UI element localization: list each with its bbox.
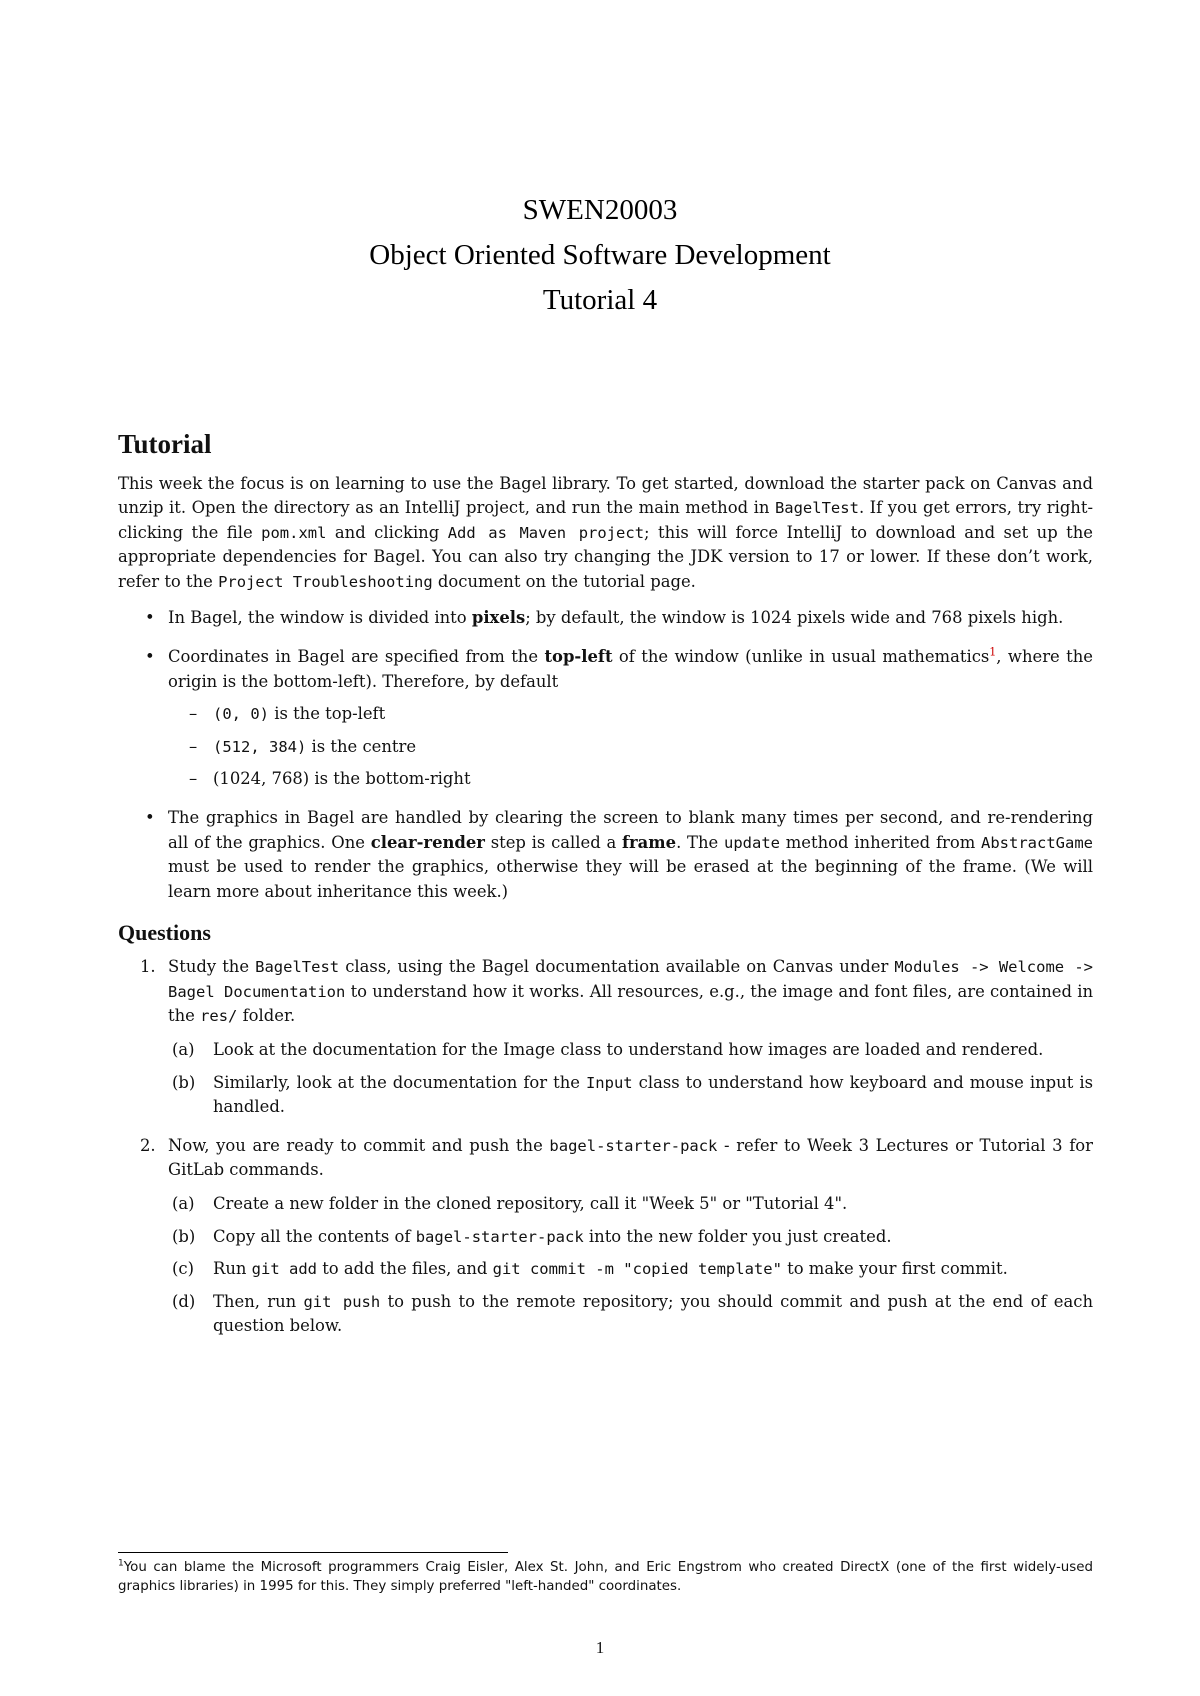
subitem-text: Look at the documentation for the — [213, 1040, 504, 1060]
subitem-text: into the new folder you just created. — [583, 1226, 892, 1246]
question-text: to understand how it works. All resources, e.g., the image and font files, are contained in the — [168, 981, 1093, 1025]
code-modules-path: Modules -> Welcome -> Bagel Documentation — [168, 958, 1094, 1001]
question-1a — [168, 1038, 1093, 1062]
bullet-text: step is called a — [484, 832, 622, 852]
bullet-text: . The — [676, 832, 724, 852]
code-bagel-starter-pack: bagel-starter-pack — [415, 1227, 584, 1246]
coordinate-desc: is the bottom-right — [309, 769, 471, 789]
bullet-text: of the window (unlike in usual mathematics — [612, 647, 990, 667]
code-add-maven: Add as Maven project — [447, 523, 645, 542]
subitem-text: Run — [213, 1259, 252, 1279]
bullet-item-coordinates — [118, 645, 1093, 791]
subitem-label: (b) — [172, 1226, 196, 1246]
class-image: Image — [503, 1040, 556, 1060]
subitem-text: Copy all the contents of — [213, 1226, 416, 1246]
course-code: SWEN20003 — [522, 194, 678, 226]
subitem-centre — [168, 735, 1093, 759]
bold-clear-render: clear-render — [370, 832, 485, 852]
bullet-text: ; by default, the window is 1024 pixels wide and 768 pixels high. — [525, 608, 1064, 628]
coordinate-sublist — [168, 702, 1093, 791]
subitem-top-left — [168, 702, 1093, 726]
code-bageltest: BagelTest — [255, 958, 340, 977]
questions-heading: Questions — [118, 920, 211, 946]
question-2d — [168, 1290, 1093, 1339]
question-number: 2. — [140, 1135, 156, 1155]
intro-paragraph — [118, 472, 1093, 594]
coordinate-code: (512, 384) — [213, 737, 307, 756]
bullet-icon: • — [145, 808, 155, 828]
title-block — [0, 188, 1200, 323]
intro-text: and clicking — [326, 522, 448, 542]
question-text: Study the — [168, 957, 256, 977]
code-project-troubleshooting: Project Troubleshooting — [218, 572, 433, 591]
question-1 — [118, 955, 1093, 1119]
subitem-label: (c) — [172, 1259, 194, 1279]
subitem-text: to push to the remote repository; you should commit and push at the end of each question below. — [213, 1291, 1094, 1335]
bullet-icon: • — [145, 608, 155, 628]
question-text: class, using the Bagel documentation available on Canvas under — [339, 957, 895, 977]
question-number: 1. — [140, 957, 156, 977]
question-text: - refer to Week 3 Lectures or Tutorial 3 for GitLab commands. — [168, 1135, 1093, 1179]
question-2b — [168, 1225, 1093, 1249]
subitem-label: (d) — [172, 1291, 196, 1311]
tutorial-bullet-list — [118, 606, 1093, 904]
bullet-text: , where the origin is the bottom-left). Therefore, by default — [168, 647, 1094, 691]
dash-icon: – — [189, 736, 198, 756]
bullet-item-pixels — [118, 606, 1093, 630]
subitem-label: (a) — [172, 1040, 195, 1060]
bullet-text: method inherited from — [780, 832, 982, 852]
code-input: Input — [585, 1073, 633, 1092]
dash-icon: – — [189, 704, 198, 724]
code-abstractgame: AbstractGame — [981, 833, 1093, 852]
subitem-label: (b) — [172, 1072, 196, 1092]
footnote-reference[interactable]: 1 — [989, 645, 997, 659]
questions-list — [118, 955, 1093, 1338]
intro-text: This week the focus is on learning to use the Bagel library. To get started, download the starter pack on Canvas and unzip it. Open the directory as an IntelliJ project, and run the main method in — [118, 474, 1093, 518]
bullet-text: In Bagel, the window is divided into — [168, 608, 472, 628]
code-bageltest: BagelTest — [774, 499, 859, 518]
question-text: folder. — [237, 1005, 296, 1025]
subitem-bottom-right — [168, 767, 1093, 791]
code-git-push: git push — [303, 1292, 381, 1311]
subitem-text: to make your first commit. — [781, 1259, 1008, 1279]
question-2-subitems — [168, 1192, 1093, 1338]
intro-text: . If you get errors, try right-clicking the file — [118, 498, 1093, 542]
footnote-text: You can blame the Microsoft programmers Craig Eisler, Alex St. John, and Eric Engstrom who created DirectX (one of the first widely-used graphics libraries) in 1995 for this. They simply preferred "left-handed" coordinates. — [118, 1560, 1093, 1594]
question-1b — [168, 1071, 1093, 1120]
footnote-rule — [118, 1552, 508, 1553]
question-text: Now, you are ready to commit and push the — [168, 1135, 550, 1155]
intro-text: ; this will force IntelliJ to download and set up the appropriate dependencies for Bagel. You can also try changing the JDK version to 17 or lower. If these don’t work, refer to the — [118, 522, 1093, 591]
code-git-add: git add — [251, 1260, 317, 1279]
code-bagel-starter-pack: bagel-starter-pack — [549, 1136, 718, 1155]
question-2 — [118, 1134, 1093, 1339]
subitem-text: Then, run — [213, 1291, 304, 1311]
bold-pixels: pixels — [471, 608, 526, 628]
coordinate-code: (0, 0) — [213, 705, 269, 724]
footnote-mark: 1 — [118, 1558, 124, 1569]
subitem-text: class to understand how images are loaded and rendered. — [555, 1040, 1044, 1060]
bold-top-left: top-left — [544, 647, 613, 667]
bullet-item-graphics — [118, 806, 1093, 904]
tutorial-heading: Tutorial — [118, 429, 212, 459]
bold-frame: frame — [622, 832, 677, 852]
subitem-text: class to understand how keyboard and mouse input is handled. — [213, 1072, 1093, 1117]
bullet-text: The graphics in Bagel are handled by clearing the screen to blank many times per second, and re-rendering all of the graphics. One — [168, 808, 1093, 852]
coordinate-code: (1024, 768) — [213, 769, 310, 789]
question-2a — [168, 1192, 1093, 1216]
code-pom-xml: pom.xml — [261, 523, 327, 542]
footnote — [118, 1558, 1093, 1596]
coordinate-desc: is the centre — [306, 736, 417, 756]
subitem-label: (a) — [172, 1194, 195, 1214]
coordinate-desc: is the top-left — [269, 704, 386, 724]
bullet-icon: • — [145, 647, 155, 667]
tutorial-title: Tutorial 4 — [542, 284, 658, 316]
intro-text: document on the tutorial page. — [432, 571, 696, 591]
dash-icon: – — [189, 769, 198, 789]
bullet-text: must be used to render the graphics, otherwise they will be erased at the beginning of the frame. (We will learn more about inheritance this week.) — [168, 857, 1093, 901]
question-1-subitems — [168, 1038, 1093, 1119]
subitem-text: Create a new folder in the cloned repository, call it "Week 5" or "Tutorial 4". — [213, 1194, 848, 1214]
page-number: 1 — [595, 1638, 605, 1657]
code-update: update — [724, 833, 780, 852]
question-2c — [168, 1257, 1093, 1281]
bullet-text: Coordinates in Bagel are specified from the — [168, 647, 545, 667]
code-git-commit: git commit -m "copied template" — [492, 1260, 782, 1279]
course-name: Object Oriented Software Development — [369, 239, 831, 271]
document-body — [118, 428, 1093, 1352]
subitem-text: Similarly, look at the documentation for the — [213, 1072, 586, 1092]
code-res-folder: res/ — [200, 1006, 238, 1025]
subitem-text: to add the files, and — [317, 1259, 493, 1279]
